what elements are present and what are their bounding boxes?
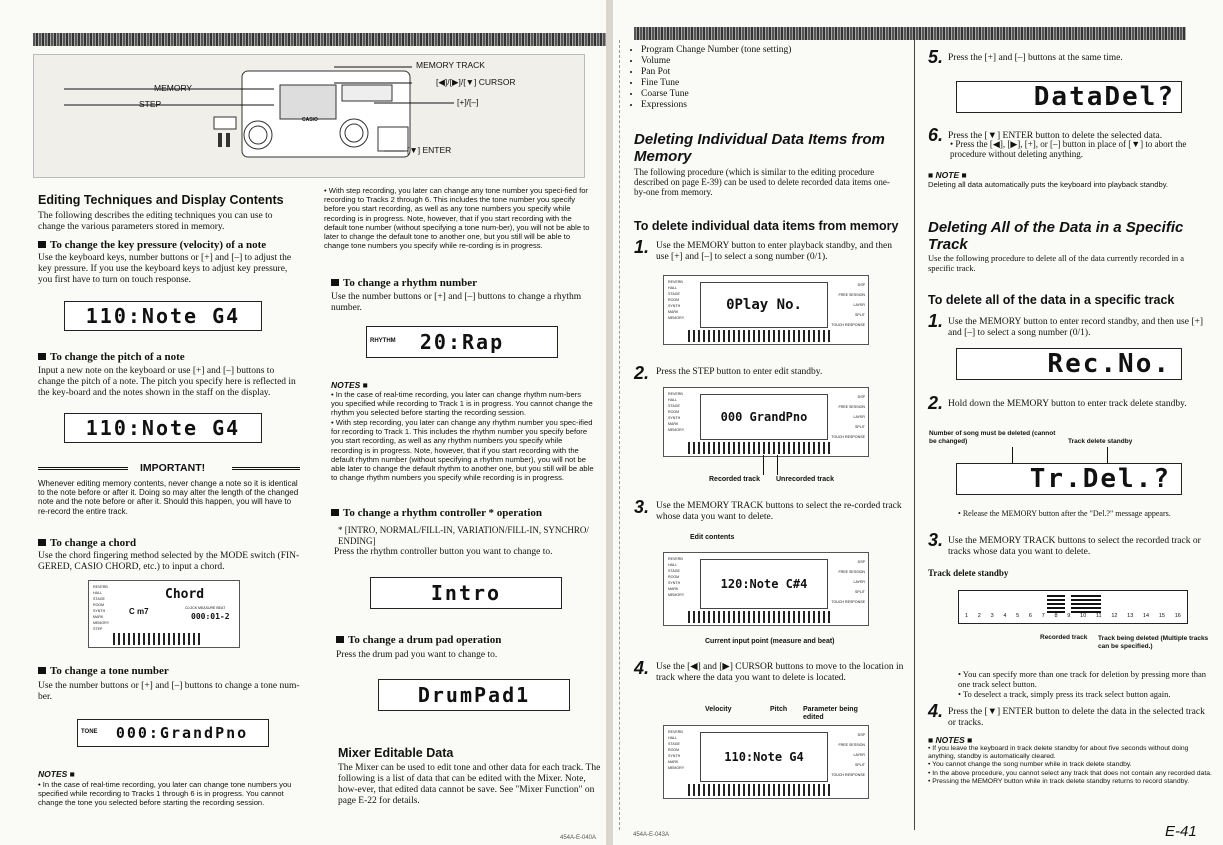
pitch-body: Input a new note on the keyboard or use [+] and [–] buttons to change the pitch of a note. The pitch you specify here is reflected in the key-board and the notes shown in the staff on the display.: [38, 366, 296, 398]
right-side-labels: DSP FREE SESSION LAYER SPLIT TOUCH RESPONSE: [831, 733, 865, 777]
proc1-step4-display: [663, 725, 869, 799]
mixer-body: The Mixer can be used to edit tone and other data for each track. The following is a list of data that can be edited with the Mixer. Note, how-ever, that edited data cannot be save. See "Mixer Function" on page E-22 for details.: [338, 763, 601, 806]
step6-sub: • Press the [◀], [▶], [+], or [–] button in place of [▼] to abort the procedure without deleting anything.: [950, 139, 1187, 159]
note-title: ■ NOTE ■: [928, 170, 967, 180]
keyboard-illustration: [34, 55, 584, 177]
proc2-step2-lcd: [956, 463, 1182, 495]
chord-symbol: C m7: [129, 607, 149, 616]
controller-lcd: [370, 577, 562, 609]
important-body: Whenever editing memory contents, never change a note so it is identical to the note before or after it. Doing so may alter the length of the changed note and the note before or after it. Should this happen, you will have to re-record the entire track.: [38, 479, 299, 516]
keyboard-keys: [688, 611, 832, 623]
controller-body: Press the rhythm controller button you want to change to.: [334, 547, 553, 557]
note-item: • Pressing the MEMORY button while in track delete standby returns to record standby.: [928, 777, 1190, 785]
heading-square-icon: [38, 353, 46, 360]
proc1-step2-display: [663, 387, 869, 457]
keyboard-keys: [688, 784, 832, 796]
rhythm-heading-text: To change a rhythm number: [343, 277, 478, 289]
heading-square-icon: [38, 539, 46, 546]
proc1-step1-lcd: [700, 282, 828, 328]
right-side-labels: DSP FREE SESSION LAYER SPLIT TOUCH RESPONSE: [831, 283, 865, 327]
parameter-label: Parameter being edited: [803, 706, 858, 721]
keyboard-keys: [688, 330, 832, 342]
left-footer: 454A-E-040A: [560, 835, 597, 841]
step-number: 4.: [928, 701, 944, 721]
step-text: Press the [+] and [–] buttons at the same time.: [948, 53, 1123, 63]
editing-title: Editing Techniques and Display Contents: [38, 193, 284, 207]
track-delete-standby-label: Track delete standby: [928, 568, 1009, 578]
step-text: Press the [▼] ENTER button to delete the selected data.: [948, 131, 1163, 141]
middle-notes-item1: • In the case of real-time recording, you later can change rhythm num-bers you specified while recording to Track 1 is in progress. You cannot change the rhythm you selected before starting the recording session.: [331, 390, 593, 418]
note-body: Deleting all data automatically puts the keyboard into playback standby.: [928, 180, 1169, 189]
proc2-step3: [928, 530, 1208, 557]
step-text: Use the [◀] and [▶] CURSOR buttons to move to the location in track where the data you want to delete is located.: [656, 662, 904, 683]
proc1-step3: [634, 497, 904, 522]
delete-all-intro: Use the following procedure to delete all of the data currently recorded in a specific track.: [928, 253, 1185, 273]
mixer-title: Mixer Editable Data: [338, 746, 454, 760]
brand-logo: CASIO: [302, 117, 318, 123]
song-number-label: Number of song must be deleted (cannot be changed): [929, 430, 1056, 445]
controller-heading: [331, 507, 601, 519]
proc1-step3-lcd: [700, 559, 828, 609]
pointer-line: [777, 455, 778, 475]
step-text: Hold down the MEMORY button to enter track delete standby.: [948, 399, 1187, 409]
heading-square-icon: [38, 667, 46, 674]
heading-square-icon: [331, 509, 339, 516]
proc2-step3-b1: • You can specify more than one track for deletion by pressing more than one track select button.: [958, 669, 1207, 689]
middle-notes-title: NOTES ■: [331, 380, 368, 390]
heading-square-icon: [336, 636, 344, 643]
memory-label: MEMORY: [154, 83, 193, 93]
heading-square-icon: [38, 241, 46, 248]
deleted-track-caption: Track being deleted (Multiple tracks can be specified.): [1098, 635, 1209, 650]
step-number: 1.: [634, 237, 650, 257]
velocity-lcd: [64, 301, 262, 331]
proc2-step1-lcd: [956, 348, 1182, 380]
left-notes-title: NOTES ■: [38, 769, 75, 779]
drum-lcd: [378, 679, 570, 711]
step-number: 6.: [928, 125, 944, 145]
mixer-item: • Pan Pot: [641, 67, 911, 78]
step-text: Press the [▼] ENTER button to delete the data in the selected track or tracks.: [948, 707, 1205, 728]
heading-square-icon: [331, 279, 339, 286]
margin-dashes: [619, 40, 620, 830]
tone-heading: [38, 665, 308, 677]
mixer-item: • Coarse Tune: [641, 89, 911, 100]
proc1-step2-lcd: [700, 394, 828, 440]
proc2-step2: [928, 393, 1208, 414]
step-text: Use the MEMORY TRACK buttons to select the recorded track or tracks whose data you want to delete.: [948, 536, 1201, 557]
middle-notes-item2: • With step recording, you later can change any rhythm number you spec-ified for recording to Track 1. This includes the rhythm number you specify before you start recording, as well as any rhythm numbers you specify while recording is in progress. Note, however, that if you start recording with the default rhythm number (without specifying a rhythm number), you will not be able later to change the default rhythm to another one, but you still will be able to change rhythm numbers you specify while recording is in progress.: [331, 418, 594, 483]
recorded-track-label: Recorded track: [709, 476, 760, 483]
controller-star: * [INTRO, NORMAL/FILL-IN, VARIATION/FILL-IN, SYNCHRO/ ENDING]: [338, 525, 589, 546]
pitch-heading: [38, 351, 308, 363]
mode-side-labels: REVERB HALL STAGE ROOM SYNTH MARK MEMORY: [668, 730, 685, 770]
pitch-lcd-text: 110:Note G4: [85, 416, 241, 440]
important-title: IMPORTANT!: [140, 462, 206, 474]
chord-display: [88, 580, 240, 648]
chord-lcd-text: Chord: [165, 587, 205, 602]
step-number: 3.: [928, 530, 944, 550]
step-number: 2.: [928, 393, 944, 413]
proc2-step2-lcd-text: Tr.Del.?: [1029, 464, 1171, 494]
chord-body: Use the chord fingering method selected by the MODE switch (FIN-GERED, CASIO CHORD, etc.) to input a chord.: [38, 551, 300, 572]
chord-counter: 000:01-2: [191, 612, 230, 621]
page-gutter: [606, 0, 613, 845]
step-text: Use the MEMORY button to enter playback standby, and then use [+] and [–] to select a song number (0/1).: [656, 241, 892, 262]
velocity-heading-text: To change the key pressure (velocity) of a note: [50, 239, 267, 251]
recorded-track-bar: [1047, 593, 1065, 613]
step-text: Use the MEMORY button to enter record standby, and then use [+] and [–] to select a song number (0/1).: [948, 317, 1204, 338]
proc1-step4-lcd: [700, 732, 828, 782]
chord-heading: [38, 537, 308, 549]
deleting-intro: The following procedure (which is similar to the editing procedure described on page E-39) can be used to delete recorded data items one-by-one from memory.: [634, 167, 890, 197]
plusminus-label: [+]/[–]: [457, 97, 479, 107]
delete-all-title: Deleting All of the Data in a Specific Track: [928, 219, 1184, 253]
edit-contents-label: Edit contents: [690, 534, 735, 541]
step-number: 5.: [928, 47, 944, 67]
mode-side-labels: REVERB HALL STAGE ROOM SYNTH MARK MEMORY STEP: [93, 585, 110, 631]
pointer-line: [1107, 447, 1108, 463]
proc2-step4: [928, 701, 1208, 728]
tone-lcd-label: TONE: [81, 729, 98, 735]
rhythm-lcd: [366, 326, 558, 358]
drum-heading: [336, 634, 606, 646]
deleting-title: Deleting Individual Data Items from Memory: [634, 131, 885, 165]
keyboard-keys: [688, 442, 832, 454]
pitch-label: Pitch: [770, 706, 788, 713]
far-notes-list: [928, 745, 1212, 786]
proc2-step2-bullet: • Release the MEMORY button after the "Del.?" message appears.: [958, 509, 1171, 518]
controller-heading-text: To change a rhythm controller * operation: [343, 507, 543, 519]
deleted-track-bar: [1071, 593, 1101, 613]
input-point-caption: Current input point (measure and beat): [705, 638, 835, 645]
pointer-line: [763, 455, 764, 475]
velocity-label: Velocity: [705, 706, 732, 713]
track-numbers: 1 2 3 4 5 6 7 8 9 10 11 12 13 14 15 16: [965, 613, 1181, 619]
rhythm-lcd-text: 20:Rap: [419, 330, 505, 354]
cursor-label: [◀]/[▶]/[▼] CURSOR: [436, 77, 516, 87]
right-footer: 454A-E-043A: [633, 832, 670, 838]
drum-body: Press the drum pad you want to change to.: [336, 650, 498, 660]
step-number: 3.: [634, 497, 650, 517]
proc1-step3-display: [663, 552, 869, 626]
tone-lcd-text: 000:GrandPno: [115, 724, 249, 742]
right-side-labels: DSP FREE SESSION LAYER SPLIT TOUCH RESPONSE: [831, 395, 865, 439]
note-item: • If you leave the keyboard in track delete standby for about five seconds without doing anything, standby is automatically cleared.: [928, 745, 1189, 761]
controller-lcd-text: Intro: [430, 581, 502, 605]
mode-side-labels: REVERB HALL STAGE ROOM SYNTH MARK MEMORY: [668, 557, 685, 597]
proc1-step1-lcd-text: 0Play No.: [726, 297, 802, 313]
tone-lcd: [77, 719, 269, 747]
left-notes-item1: • In the case of real-time recording, you later can change tone numbers you specified while recording to Tracks 1 through 6 is in progress. You cannot change the tone you selected before starting the recording session.: [38, 780, 292, 808]
pitch-lcd: [64, 413, 262, 443]
note-item: • You cannot change the song number while in track delete standby.: [928, 761, 1132, 769]
proc1-step2-lcd-text: 000 GrandPno: [720, 410, 808, 424]
step5-lcd-text: DataDel?: [1033, 82, 1175, 112]
mode-side-labels: REVERB HALL STAGE ROOM SYNTH MARK MEMORY: [668, 280, 685, 320]
column-divider: [914, 40, 915, 830]
step-number: 4.: [634, 658, 650, 678]
velocity-heading: [38, 239, 308, 251]
right-header-band: [634, 27, 1186, 40]
step-label: STEP: [139, 99, 162, 109]
velocity-body: Use the keyboard keys, number buttons or [+] and [–] to adjust the key pressure. If you use the keyboard keys to adjust key pressure, you first have to turn on touch response.: [38, 253, 292, 285]
step-note: • With step recording, you later can change any tone number you speci-fied for recording to Tracks 2 through 6. This includes the tone number you specify before you start recording, as well as any tone numbers you specify while recording is in progress. Note, however, that if you start recording with the default tone number (without specifying a tone num-ber), you will not be able to later to change the default tone to another one, but you still will be able to change tone numbers you specify while re-cording is in progress.: [324, 186, 590, 251]
mixer-item: • Expressions: [641, 100, 911, 111]
left-header-band: [33, 33, 606, 46]
memory-track-label: MEMORY TRACK: [416, 60, 485, 70]
mixer-item: • Fine Tune: [641, 78, 911, 89]
pointer-line: [1012, 447, 1013, 463]
mixer-item: • Volume: [641, 56, 911, 67]
mode-side-labels: REVERB HALL STAGE ROOM SYNTH MARK MEMORY: [668, 392, 685, 432]
mixer-item: • Program Change Number (tone setting): [641, 45, 911, 56]
drum-lcd-text: DrumPad1: [417, 683, 531, 707]
pitch-heading-text: To change the pitch of a note: [50, 351, 185, 363]
step-text: Press the STEP button to enter edit standby.: [656, 367, 823, 377]
rhythm-lcd-label: RHYTHM: [370, 338, 396, 344]
proc1-heading: To delete individual data items from memory: [634, 219, 899, 233]
right-side-labels: DSP FREE SESSION LAYER SPLIT TOUCH RESPONSE: [831, 560, 865, 604]
far-notes-title: ■ NOTES ■: [928, 735, 973, 745]
keyboard-keys: [113, 633, 203, 645]
editing-intro: The following describes the editing techniques you can use to change the various parameters stored in memory.: [38, 211, 273, 232]
track-delete-label: Track delete standby: [1068, 438, 1133, 445]
step-text: Use the MEMORY TRACK buttons to select the re-corded track whose data you want to delete.: [656, 501, 902, 522]
proc2-step1-lcd-text: Rec.No.: [1047, 349, 1171, 379]
tone-heading-text: To change a tone number: [50, 665, 169, 677]
proc1-step1: [634, 237, 904, 262]
proc1-step2: [634, 363, 904, 384]
step-number: 2.: [634, 363, 650, 383]
step5: [928, 47, 1208, 68]
clock-label: CLOCK MEASURE BEAT: [185, 606, 226, 610]
proc2-step1: [928, 311, 1208, 338]
mixer-list: [631, 45, 911, 111]
proc1-step3-lcd-text: 120:Note C#4: [720, 577, 808, 591]
step5-lcd: [956, 81, 1182, 113]
unrecorded-track-label: Unrecorded track: [776, 476, 834, 483]
rhythm-heading: [331, 277, 601, 289]
drum-heading-text: To change a drum pad operation: [348, 634, 502, 646]
proc2-heading: To delete all of the data in a specific track: [928, 293, 1175, 307]
page-number: E-41: [1165, 823, 1197, 840]
proc1-step4: [634, 658, 904, 683]
proc2-step3-b2: • To deselect a track, simply press its track select button again.: [958, 689, 1171, 699]
step-number: 1.: [928, 311, 944, 331]
proc1-step1-display: [663, 275, 869, 345]
velocity-lcd-text: 110:Note G4: [85, 304, 241, 328]
note-item: • In the above procedure, you cannot select any track that does not contain any recorded data.: [928, 769, 1212, 777]
enter-label: [▼] ENTER: [407, 145, 452, 155]
tone-body: Use the number buttons or [+] and [–] buttons to change a tone num-ber.: [38, 681, 300, 702]
recorded-track-caption: Recorded track: [1040, 634, 1088, 641]
chord-heading-text: To change a chord: [50, 537, 137, 549]
proc1-step4-lcd-text: 110:Note G4: [724, 750, 804, 764]
rhythm-body: Use the number buttons or [+] and [–] buttons to change a rhythm number.: [331, 292, 582, 313]
track-strip: [958, 590, 1188, 624]
keyboard-diagram: [33, 54, 585, 178]
